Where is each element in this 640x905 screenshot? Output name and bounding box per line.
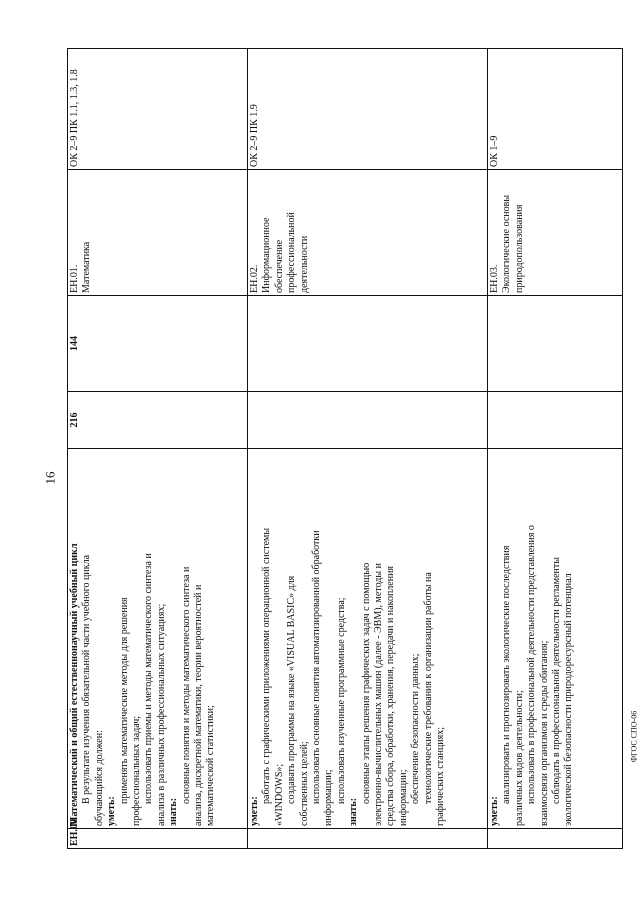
rotated-table-wrapper (67, 49, 623, 849)
page-number: 16 (42, 471, 58, 485)
section-description (68, 449, 248, 829)
discipline-name: Математика (81, 241, 93, 293)
row3-umet-4: взаимосвязи организмов и среды обитания; (538, 640, 550, 826)
row2-znat-1: основные этапы решения графических задач с помощью (360, 562, 372, 804)
row2-znat-3: средства сбора, обработки, хранения, передачи и накопления (385, 565, 397, 826)
row2-znat-5: обеспечение безопасности данных; (410, 653, 422, 804)
umet-label: уметь: (106, 796, 118, 826)
table-row (68, 49, 248, 849)
table-row (248, 49, 488, 849)
row2-umet-5: использовать основные понятия автоматизированной обработки (311, 530, 323, 804)
discipline-name: Экологические основы природопользования (501, 194, 525, 293)
row2-umet-2: «WINDOWS»; (273, 763, 285, 826)
row1-umet-3: использовать приемы и методы математического синтеза и (143, 553, 155, 804)
curriculum-table (67, 48, 623, 849)
row2-umet-1: работать с графическими приложениями операционной системы (261, 527, 273, 804)
discipline-cell (68, 170, 248, 296)
competencies: ОК 2–9 ПК 1.1, 1.3, 1.8 (68, 49, 248, 170)
row2-znat-2: электронно-вычислительных машин (далее - ЭВМ), методы и (373, 563, 385, 826)
row3-umet-6: экологической безопасности природоресурсный потенциал (563, 573, 575, 826)
competencies: ОК 1–9 (488, 49, 623, 170)
znat-label: знать: (168, 797, 180, 826)
max-hours: 216 (68, 392, 248, 449)
znat-label: знать: (348, 797, 360, 826)
row2-znat-6: технологические требования к организации работы на (422, 572, 434, 804)
umet-label: уметь: (489, 796, 500, 826)
row1-umet-1: применять математические методы для решения (118, 597, 130, 804)
discipline-code: ЕН.03. (489, 264, 500, 293)
empty-cell (488, 829, 623, 849)
row2-znat-4: информации; (397, 769, 409, 826)
discipline-cell (488, 170, 623, 296)
row1-umet-4: анализа в различных профессиональных ситуациях; (155, 603, 167, 826)
section-title: Математический и общий естественнонаучный учебный цикл (69, 543, 80, 826)
required-hours: 144 (68, 296, 248, 392)
row3-description (488, 449, 623, 829)
row2-umet-7: использовать изученные программные средства; (335, 597, 347, 804)
row3-umet-3: использовать в профессиональной деятельности представления о (526, 525, 538, 804)
row2-umet-4: собственных целей; (298, 741, 310, 826)
footer-standard-code: ФГОС СПО-06 (629, 710, 639, 763)
table-row (488, 49, 623, 849)
section-intro-1: В результате изучения обязательной части учебного цикла (81, 554, 93, 804)
row3-umet-1: анализировать и прогнозировать экологические последствия (501, 545, 513, 804)
row1-znat-1: основные понятия и методы математического синтеза и (180, 566, 192, 804)
row2-umet-6: информации; (323, 769, 335, 826)
empty-cell (248, 392, 488, 449)
discipline-code: ЕН.02. (249, 264, 260, 293)
empty-cell (248, 296, 488, 392)
row1-znat-3: математической статистики; (205, 705, 217, 826)
section-code: ЕН.00 (68, 829, 248, 849)
discipline-code: ЕН.01. (69, 264, 80, 293)
umet-label: уметь: (249, 796, 260, 826)
discipline-name: Информационное обеспечение профессиональной деятельности (261, 212, 310, 293)
row3-umet-5: соблюдать в профессиональной деятельности регламенты (551, 557, 563, 804)
row2-description (248, 449, 488, 829)
row1-znat-2: анализа, дискретной математики, теории вероятностей и (193, 584, 205, 826)
row2-znat-7: графических станциях; (435, 726, 447, 826)
empty-cell (248, 829, 488, 849)
row2-umet-3: создавать программы на языке «VISUAL BASIC» для (286, 575, 298, 804)
empty-cell (488, 296, 623, 392)
row3-umet-2: различных видов деятельности; (513, 690, 525, 826)
row1-umet-2: профессиональных задач; (131, 715, 143, 826)
empty-cell (488, 392, 623, 449)
competencies: ОК 2–9 ПК 1.9 (248, 49, 488, 170)
section-intro-2: обучающийся должен: (93, 730, 105, 826)
discipline-cell (248, 170, 488, 296)
